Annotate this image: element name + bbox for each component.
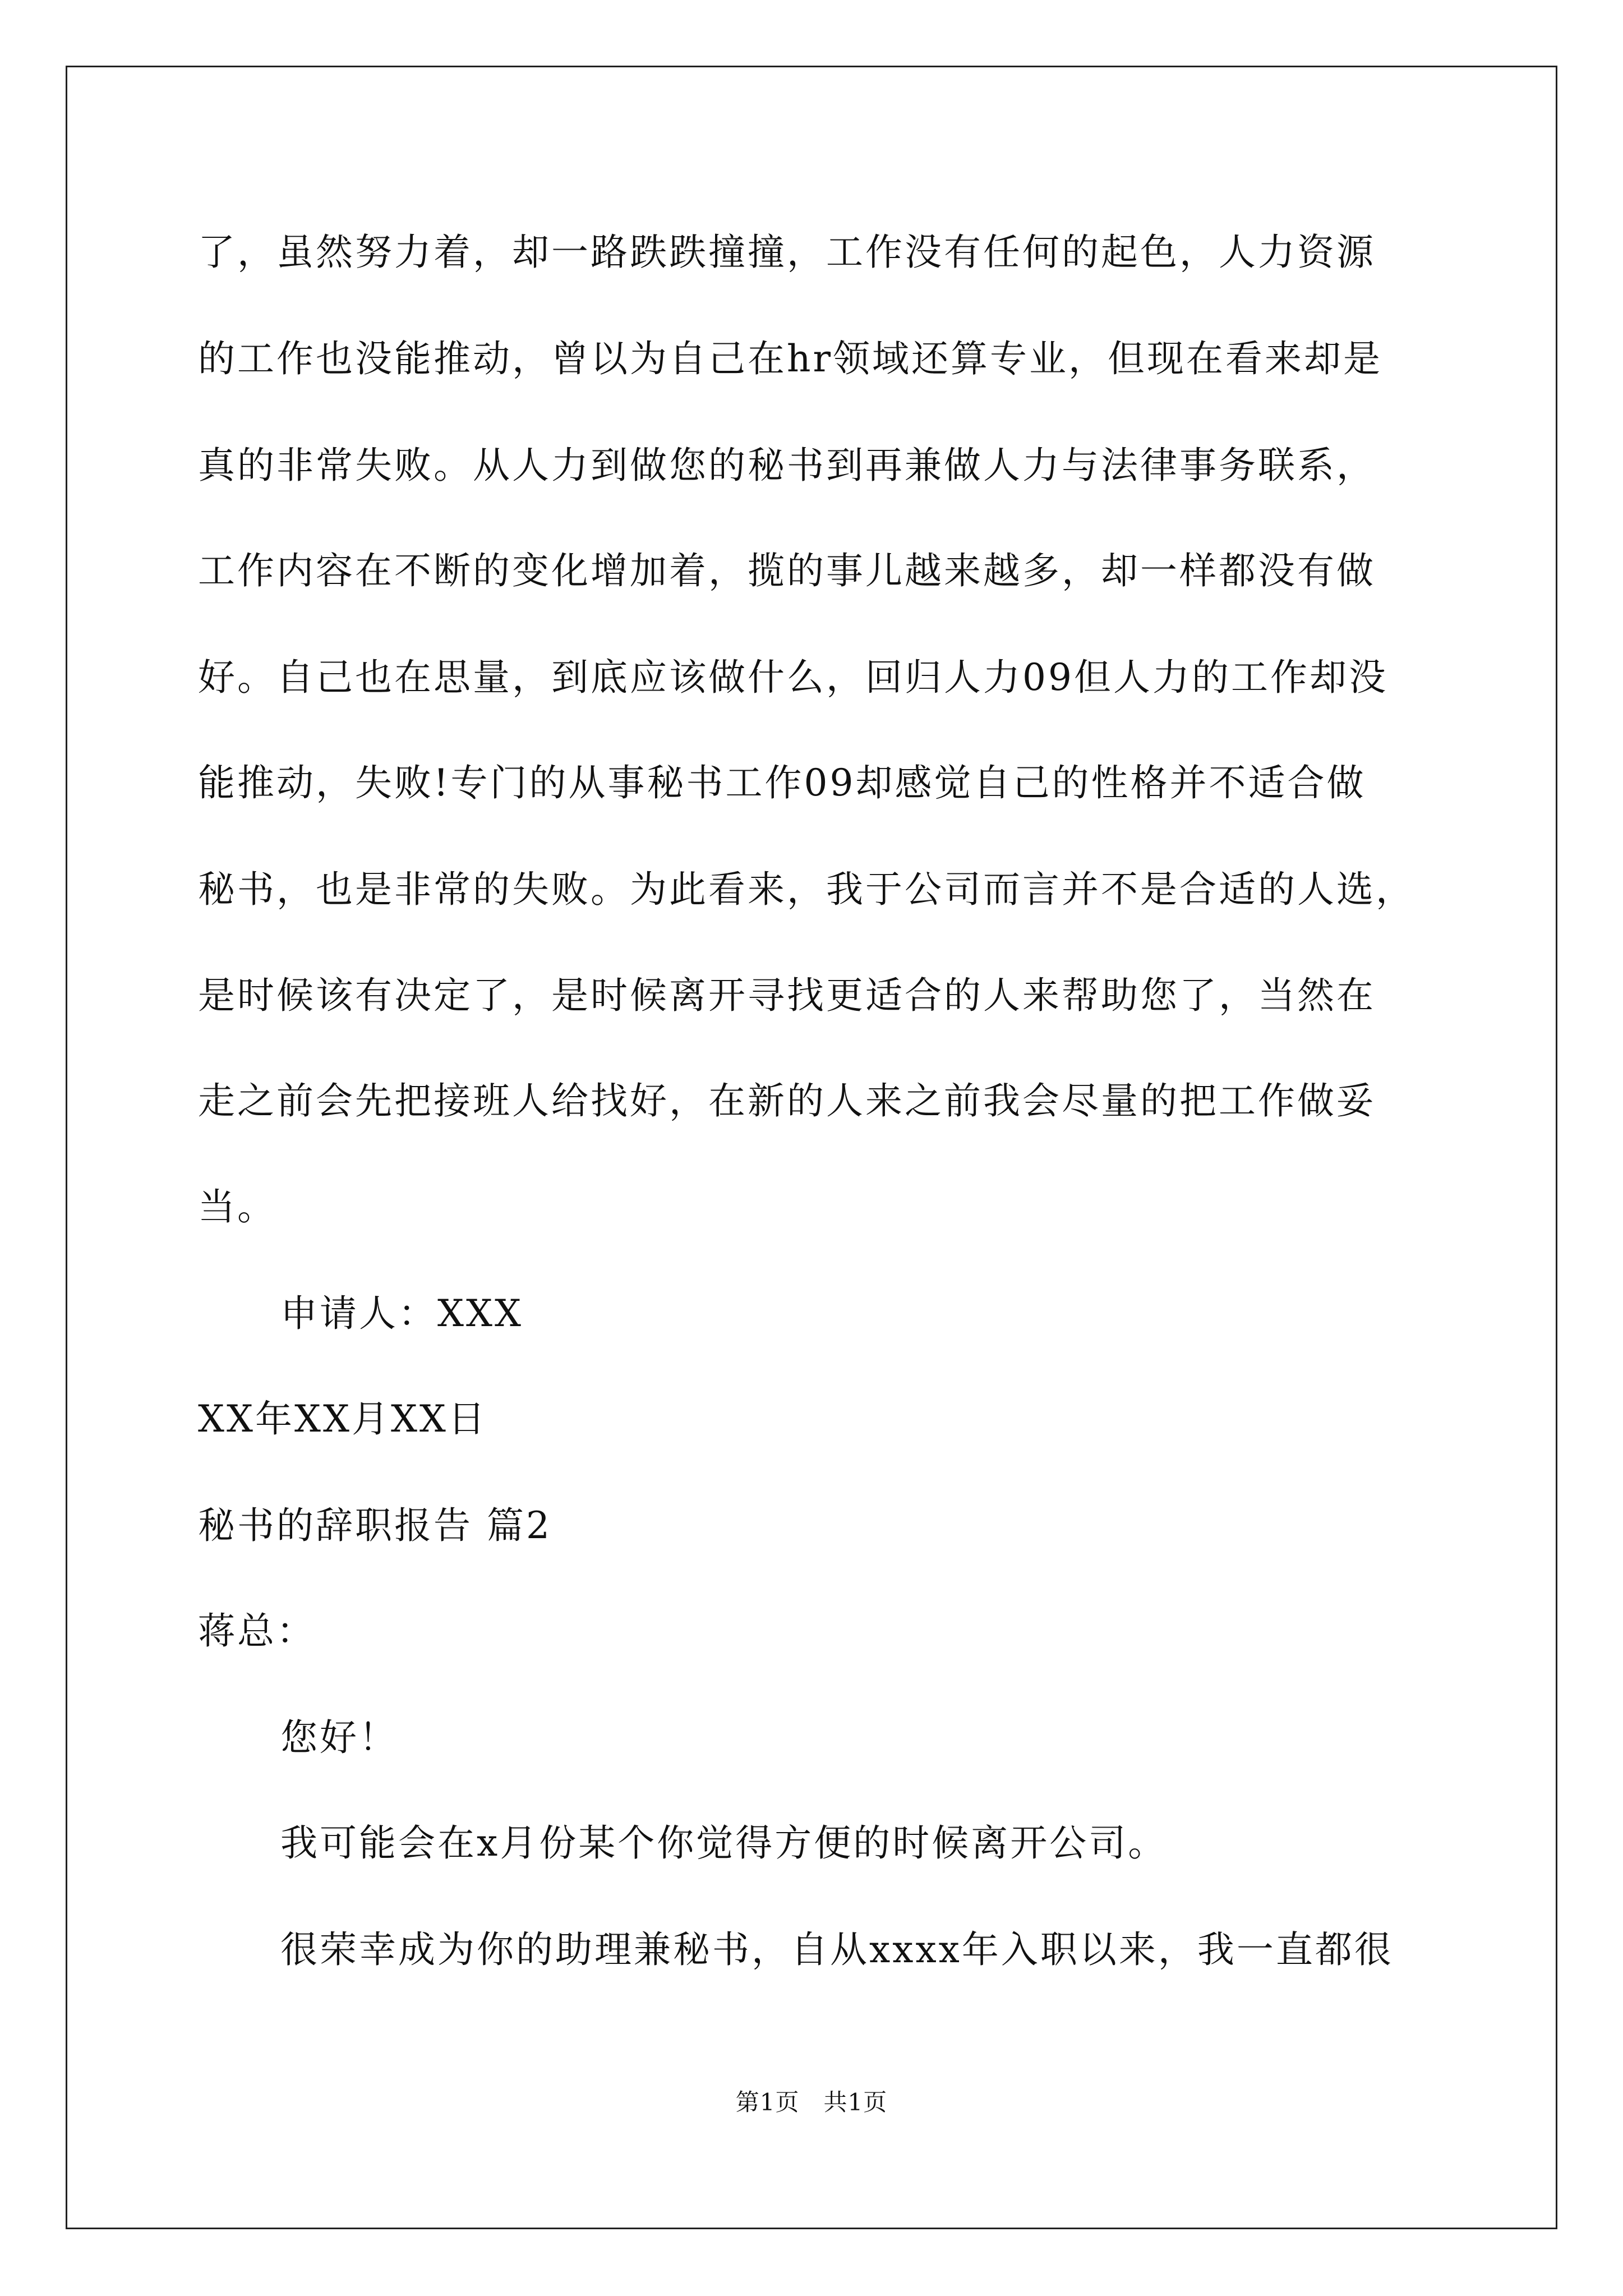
- body-line-2: 的工作也没能推动，曾以为自己在hr领域还算专业，但现在看来却是: [198, 337, 1383, 380]
- paragraph-1: 我可能会在x月份某个你觉得方便的时候离开公司。: [280, 1821, 1168, 1865]
- greeting-line: 您好！: [280, 1716, 398, 1759]
- page-footer: 第1页 共1页: [735, 2088, 888, 2116]
- paragraph-2: 很荣幸成为你的助理兼秘书，自从xxxx年入职以来，我一直都很: [280, 1928, 1394, 1971]
- section-title: 秘书的辞职报告 篇2: [198, 1504, 552, 1547]
- body-line-3: 真的非常失败。从人力到做您的秘书到再兼做人力与法律事务联系，: [198, 444, 1376, 487]
- date-line: XX年XX月XX日: [198, 1397, 487, 1441]
- page-border: [66, 66, 1557, 2229]
- body-line-7: 秘书，也是非常的失败。为此看来，我于公司而言并不是合适的人选，: [198, 868, 1415, 911]
- body-line-10: 当。: [198, 1185, 276, 1228]
- body-line-9: 走之前会先把接班人给找好，在新的人来之前我会尽量的把工作做妥: [198, 1079, 1376, 1122]
- body-line-8: 是时候该有决定了，是时候离开寻找更适合的人来帮助您了，当然在: [198, 974, 1376, 1017]
- body-line-1: 了，虽然努力着，却一路跌跌撞撞，工作没有任何的起色，人力资源: [198, 231, 1376, 274]
- body-line-5: 好。自己也在思量，到底应该做什么，回归人力09但人力的工作却没: [198, 656, 1388, 699]
- body-line-4: 工作内容在不断的变化增加着，揽的事儿越来越多，却一样都没有做: [198, 549, 1376, 592]
- addressee-line: 蒋总：: [198, 1609, 316, 1653]
- body-line-6: 能推动，失败!专门的从事秘书工作09却感觉自己的性格并不适合做: [198, 761, 1366, 804]
- applicant-line: 申请人：XXX: [280, 1292, 523, 1335]
